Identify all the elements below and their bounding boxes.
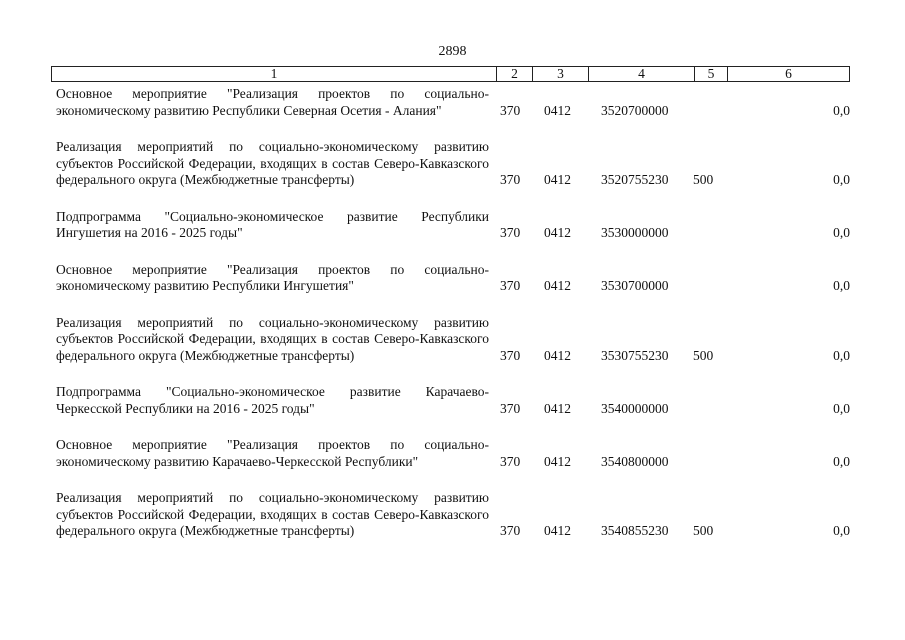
table-row — [56, 490, 856, 540]
row-col-2: 370 — [500, 453, 521, 469]
row-col-5: 500 — [693, 523, 714, 538]
table-row — [56, 384, 856, 417]
row-description: Основное мероприятие "Реализация проектов по социально-экономическому развитию Республики Северная Осетия - Алания" — [56, 86, 489, 118]
row-col-4: 3520700000 — [601, 102, 669, 118]
row-col-5: 500 — [693, 172, 714, 187]
header-col-2: 2 — [497, 67, 533, 81]
row-col-2: 370 — [500, 347, 521, 363]
row-col-2: 370 — [500, 102, 521, 118]
row-description: Подпрограмма "Социально-экономическое развитие Карачаево-Черкесской Республики на 2016 - 2025 годы" — [56, 384, 489, 416]
table-row — [56, 262, 856, 295]
table-body — [56, 86, 856, 560]
row-description: Подпрограмма "Социально-экономическое развитие Республики Ингушетия на 2016 - 2025 годы" — [56, 208, 489, 240]
table-row — [56, 139, 856, 189]
header-col-1: 1 — [52, 67, 497, 81]
header-col-4: 4 — [589, 67, 695, 81]
row-col-2: 370 — [500, 225, 521, 240]
row-col-2: 370 — [500, 172, 521, 187]
row-col-6: 0,0 — [833, 347, 850, 363]
row-col-6: 0,0 — [833, 453, 850, 469]
row-col-6: 0,0 — [833, 102, 850, 118]
table-row — [56, 437, 856, 470]
row-col-4: 3540855230 — [601, 523, 669, 538]
row-col-3: 0412 — [544, 347, 571, 363]
row-col-3: 0412 — [544, 172, 571, 187]
row-col-3: 0412 — [544, 400, 571, 416]
row-col-6: 0,0 — [833, 400, 850, 416]
table-row — [56, 315, 856, 365]
row-col-3: 0412 — [544, 523, 571, 538]
row-description: Реализация мероприятий по социально-экономическому развитию субъектов Российской Федерации, входящих в состав Северо-Кавказского федерального округа (Межбюджетные трансферты) — [56, 314, 489, 363]
header-col-6: 6 — [785, 66, 792, 81]
table-row — [56, 86, 856, 119]
row-description: Реализация мероприятий по социально-экономическому развитию субъектов Российской Федерации, входящих в состав Северо-Кавказского федерального округа (Межбюджетные трансферты) — [56, 490, 489, 538]
page-number: 2898 — [438, 44, 467, 59]
row-col-2: 370 — [500, 278, 521, 293]
row-col-4: 3520755230 — [601, 172, 669, 187]
row-col-2: 370 — [500, 523, 521, 538]
row-col-3: 0412 — [544, 102, 571, 118]
row-col-4: 3530000000 — [601, 225, 669, 240]
header-col-5: 5 — [695, 67, 728, 81]
row-col-2: 370 — [500, 400, 521, 416]
row-col-3: 0412 — [544, 453, 571, 469]
row-description: Основное мероприятие "Реализация проектов по социально-экономическому развитию Карачаево-Черкесской Республики" — [56, 437, 489, 469]
row-col-6: 0,0 — [833, 225, 850, 240]
row-description: Реализация мероприятий по социально-экономическому развитию субъектов Российской Федерации, входящих в состав Северо-Кавказского федерального округа (Межбюджетные трансферты) — [56, 139, 489, 187]
row-col-4: 3540000000 — [601, 400, 669, 416]
table-header — [51, 66, 850, 82]
row-col-6: 0,0 — [833, 523, 850, 538]
row-col-4: 3540800000 — [601, 453, 669, 469]
row-col-5: 500 — [693, 347, 714, 363]
row-col-4: 3530755230 — [601, 347, 669, 363]
row-col-6: 0,0 — [833, 278, 850, 293]
row-col-6: 0,0 — [833, 172, 850, 187]
row-col-3: 0412 — [544, 225, 571, 240]
row-col-4: 3530700000 — [601, 278, 669, 293]
table-row — [56, 209, 856, 242]
header-col-3: 3 — [533, 67, 589, 81]
row-description: Основное мероприятие "Реализация проектов по социально-экономическому развитию Республики Ингушетия" — [56, 261, 489, 293]
row-col-3: 0412 — [544, 278, 571, 293]
